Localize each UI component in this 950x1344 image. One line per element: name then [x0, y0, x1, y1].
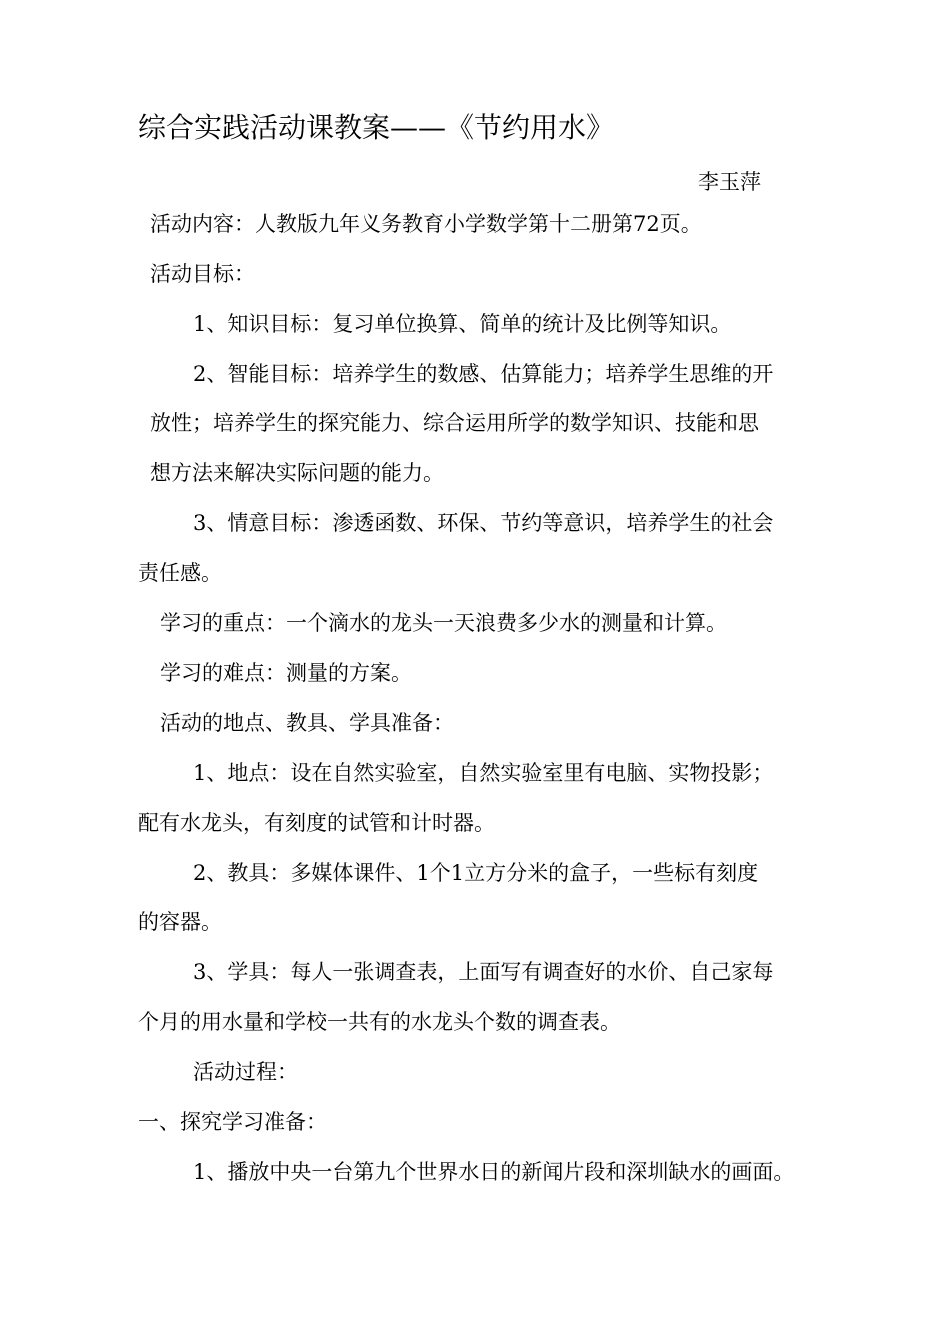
prep-location-line-1: 1、地点：设在自然实验室，自然实验室里有电脑、实物投影；	[193, 761, 774, 785]
prep-teaching-aids-line-2: 的容器。	[138, 910, 222, 934]
prep-teaching-aids-line-1: 2、教具：多媒体课件、1个1立方分米的盒子，一些标有刻度	[193, 861, 759, 885]
goal-emotion-line-1: 3、情意目标：渗透函数、环保、节约等意识，培养学生的社会	[193, 511, 774, 535]
section-one-item-1: 1、播放中央一台第九个世界水日的新闻片段和深圳缺水的画面。	[193, 1160, 795, 1184]
prep-student-aids-line-1: 3、学具：每人一张调查表，上面写有调查好的水价、自己家每	[193, 960, 774, 984]
learning-focus: 学习的重点：一个滴水的龙头一天浪费多少水的测量和计算。	[160, 611, 727, 635]
goal-intelligence-line-2: 放性；培养学生的探究能力、综合运用所学的数学知识、技能和思	[150, 411, 759, 435]
goal-intelligence-line-1: 2、智能目标：培养学生的数感、估算能力；培养学生思维的开	[193, 362, 774, 386]
activity-content: 活动内容：人教版九年义务教育小学数学第十二册第72页。	[150, 212, 702, 236]
activity-process-heading: 活动过程：	[193, 1060, 298, 1084]
prep-location-line-2: 配有水龙头，有刻度的试管和计时器。	[138, 811, 495, 835]
activity-goals-heading: 活动目标：	[150, 262, 255, 286]
learning-difficulty: 学习的难点：测量的方案。	[160, 661, 412, 685]
author-name: 李玉萍	[698, 170, 761, 194]
preparation-heading: 活动的地点、教具、学具准备：	[160, 711, 454, 735]
goal-emotion-line-2: 责任感。	[138, 561, 222, 585]
goal-intelligence-line-3: 想方法来解决实际问题的能力。	[150, 461, 444, 485]
goal-knowledge: 1、知识目标：复习单位换算、简单的统计及比例等知识。	[193, 312, 732, 336]
document-title: 综合实践活动课教案——《节约用水》	[138, 111, 615, 144]
prep-student-aids-line-2: 个月的用水量和学校一共有的水龙头个数的调查表。	[138, 1010, 621, 1034]
section-one-heading: 一、探究学习准备：	[138, 1110, 327, 1134]
